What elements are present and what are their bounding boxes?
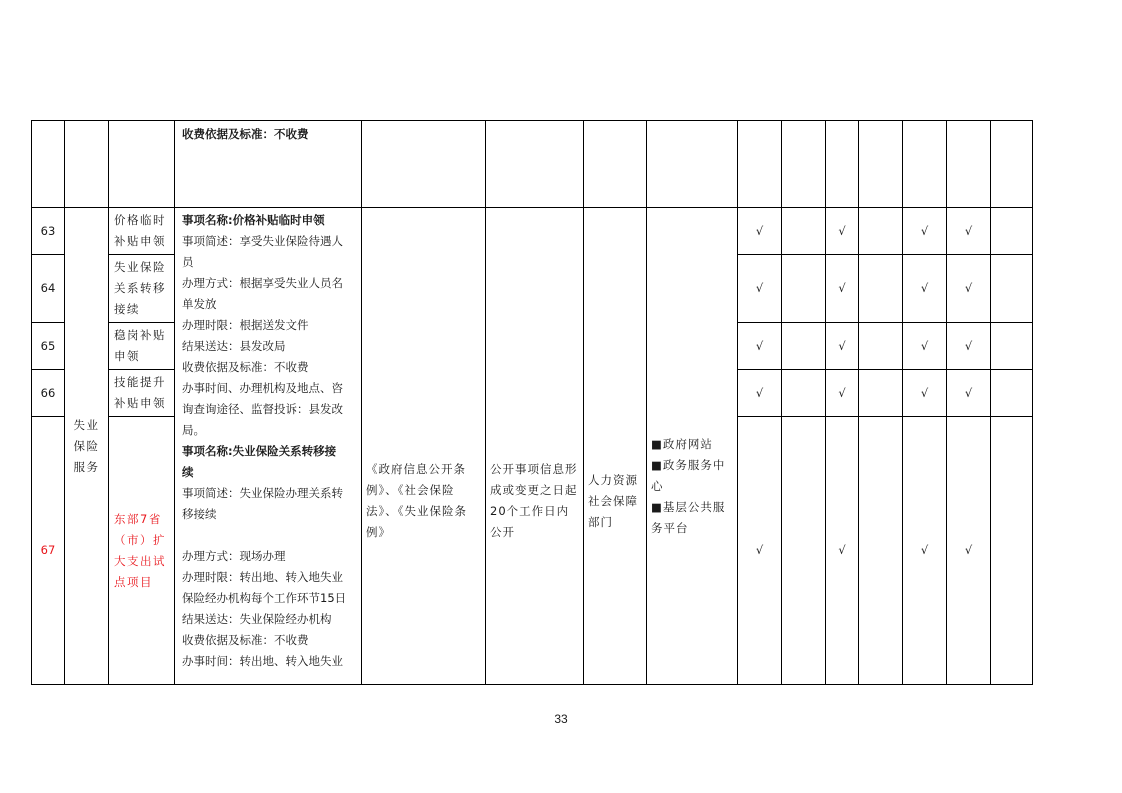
content-line: 保险经办机构每个工作环节15日 [182, 591, 347, 605]
check-mark: √ [738, 323, 782, 370]
content-line: 办理时限：根据送发文件 [182, 318, 309, 332]
content-line: 办事时间、办理机构及地点、咨 [182, 381, 343, 395]
content-line: 局。 [182, 423, 205, 437]
department-text: 人力资源社会保障部门 [588, 472, 638, 529]
check-mark: √ [826, 255, 859, 323]
time-limit-text: 公开事项信息形成或变更之日起20个工作日内公开 [490, 462, 578, 539]
row-number: 63 [32, 208, 65, 255]
continued-row [32, 121, 1033, 208]
content-line: 移接续 [182, 507, 217, 521]
channel-grassroots-platform: ■基层公共服务平台 [651, 499, 726, 535]
check-mark: √ [903, 370, 947, 417]
department-cell [584, 208, 647, 685]
check-mark: √ [947, 417, 991, 685]
content-line: 事项名称:失业保险关系转移接 [182, 444, 337, 458]
check-mark: √ [947, 323, 991, 370]
check-mark: √ [738, 370, 782, 417]
check-mark: √ [826, 417, 859, 685]
content-line: 办理方式：现场办理 [182, 549, 286, 563]
item-name-text: 稳岗补贴申领 [114, 328, 166, 363]
check-mark: √ [903, 417, 947, 685]
service-category-text: 失业保险服务 [73, 417, 100, 474]
item-content-lines [182, 210, 356, 672]
item-name [109, 255, 175, 323]
item-name [109, 370, 175, 417]
continued-content-cell [175, 121, 362, 208]
check-mark: √ [826, 323, 859, 370]
content-line: 员 [182, 255, 194, 269]
check-mark: √ [947, 370, 991, 417]
content-line: 收费依据及标准：不收费 [182, 360, 309, 374]
content-line: 事项简述：失业保险办理关系转 [182, 486, 343, 500]
disclosure-basis-text: 《政府信息公开条例》、《社会保险法》、《失业保险条例》 [366, 462, 467, 539]
disclosure-basis-cell [362, 208, 486, 685]
table-row-63 [32, 208, 1033, 255]
check-mark: √ [738, 255, 782, 323]
item-content-cell [175, 208, 362, 685]
channels-cell [647, 208, 738, 685]
content-line: 事项简述：享受失业保险待遇人 [182, 234, 343, 248]
check-mark: √ [903, 255, 947, 323]
content-line: 收费依据及标准：不收费 [182, 633, 309, 647]
channels-list [651, 434, 733, 539]
item-name-text: 失业保险关系转移接续 [114, 260, 166, 316]
channel-service-center: ■政务服务中心 [651, 457, 726, 493]
time-limit-cell [486, 208, 584, 685]
page-number: 33 [554, 712, 568, 726]
service-category-cell [65, 208, 109, 685]
check-mark: √ [903, 208, 947, 255]
check-mark: √ [738, 417, 782, 685]
row-number: 64 [32, 255, 65, 323]
content-line: 单发放 [182, 297, 217, 311]
check-mark: √ [903, 323, 947, 370]
check-mark: √ [947, 208, 991, 255]
row-number: 65 [32, 323, 65, 370]
check-mark: √ [947, 255, 991, 323]
item-name-text: 价格临时补贴申领 [114, 213, 166, 248]
item-name [109, 208, 175, 255]
content-line: 询查询途径、监督投诉：县发改 [182, 402, 343, 416]
item-name-text: 技能提升补贴申领 [114, 375, 166, 410]
disclosure-table [31, 120, 1033, 685]
content-line: 结果送达：失业保险经办机构 [182, 612, 332, 626]
item-name [109, 417, 175, 685]
content-line: 续 [182, 465, 194, 479]
item-name [109, 323, 175, 370]
check-mark: √ [738, 208, 782, 255]
content-line: 事项名称:价格补贴临时申领 [182, 213, 325, 227]
content-line: 办事时间：转出地、转入地失业 [182, 654, 343, 668]
content-line: 办理方式：根据享受失业人员名 [182, 276, 343, 290]
content-line [182, 525, 356, 546]
check-mark: √ [826, 208, 859, 255]
row-number: 67 [32, 417, 65, 685]
item-name-text: 东部7省（市）扩大支出试点项目 [114, 511, 166, 589]
content-line: 结果送达：县发改局 [182, 339, 286, 353]
channel-website: ■政府网站 [651, 436, 713, 451]
continued-content-text: 收费依据及标准：不收费 [182, 127, 309, 141]
row-number: 66 [32, 370, 65, 417]
check-mark: √ [826, 370, 859, 417]
content-line: 办理时限：转出地、转入地失业 [182, 570, 343, 584]
